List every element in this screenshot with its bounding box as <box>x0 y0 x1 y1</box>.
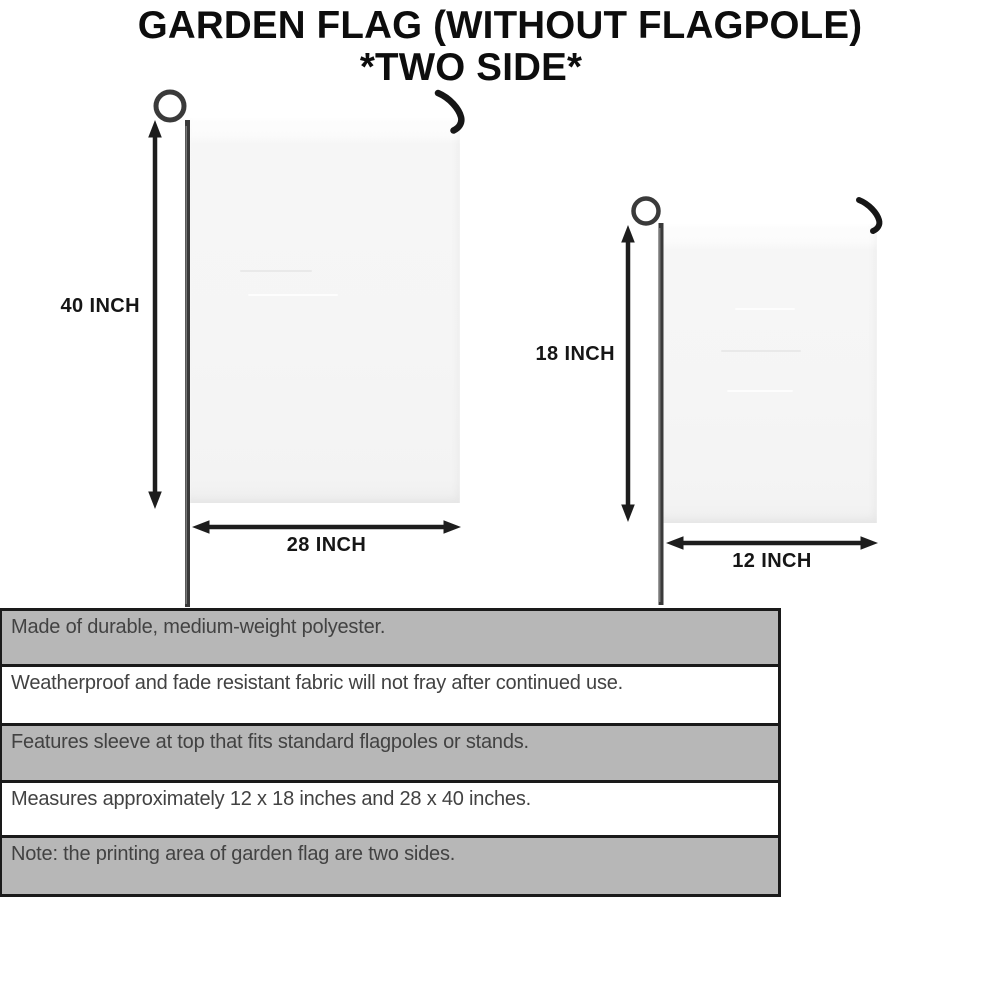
feature-row: Measures approximately 12 x 18 inches and 28 x 40 inches. <box>2 783 778 838</box>
feature-row: Features sleeve at top that fits standard flagpoles or stands. <box>2 726 778 783</box>
large-flagpole <box>156 92 188 607</box>
page-subtitle: *TWO SIDE* <box>359 46 583 89</box>
large-flag-height-label: 40 INCH <box>60 295 140 317</box>
height-arrow-large <box>148 120 162 509</box>
page-title: GARDEN FLAG (WITHOUT FLAGPOLE) <box>137 4 863 47</box>
feature-row: Weatherproof and fade resistant fabric will not fray after continued use. <box>2 667 778 726</box>
large-flag-width-label: 28 INCH <box>286 534 367 556</box>
small-flag-width-label: 12 INCH <box>732 550 812 572</box>
width-arrow-large <box>192 520 461 534</box>
feature-panel <box>0 608 781 897</box>
small-flag-height-label: 18 INCH <box>535 343 615 365</box>
hook-icon <box>438 93 461 131</box>
small-flagpole <box>634 199 662 606</box>
hook-icon <box>859 200 879 231</box>
feature-row: Made of durable, medium-weight polyester. <box>2 611 778 667</box>
height-arrow-small <box>621 225 635 522</box>
pole-loop-icon <box>156 92 184 120</box>
width-arrow-small <box>666 536 878 550</box>
feature-row: Note: the printing area of garden flag are two sides. <box>2 838 778 894</box>
pole-loop-icon <box>634 199 659 224</box>
